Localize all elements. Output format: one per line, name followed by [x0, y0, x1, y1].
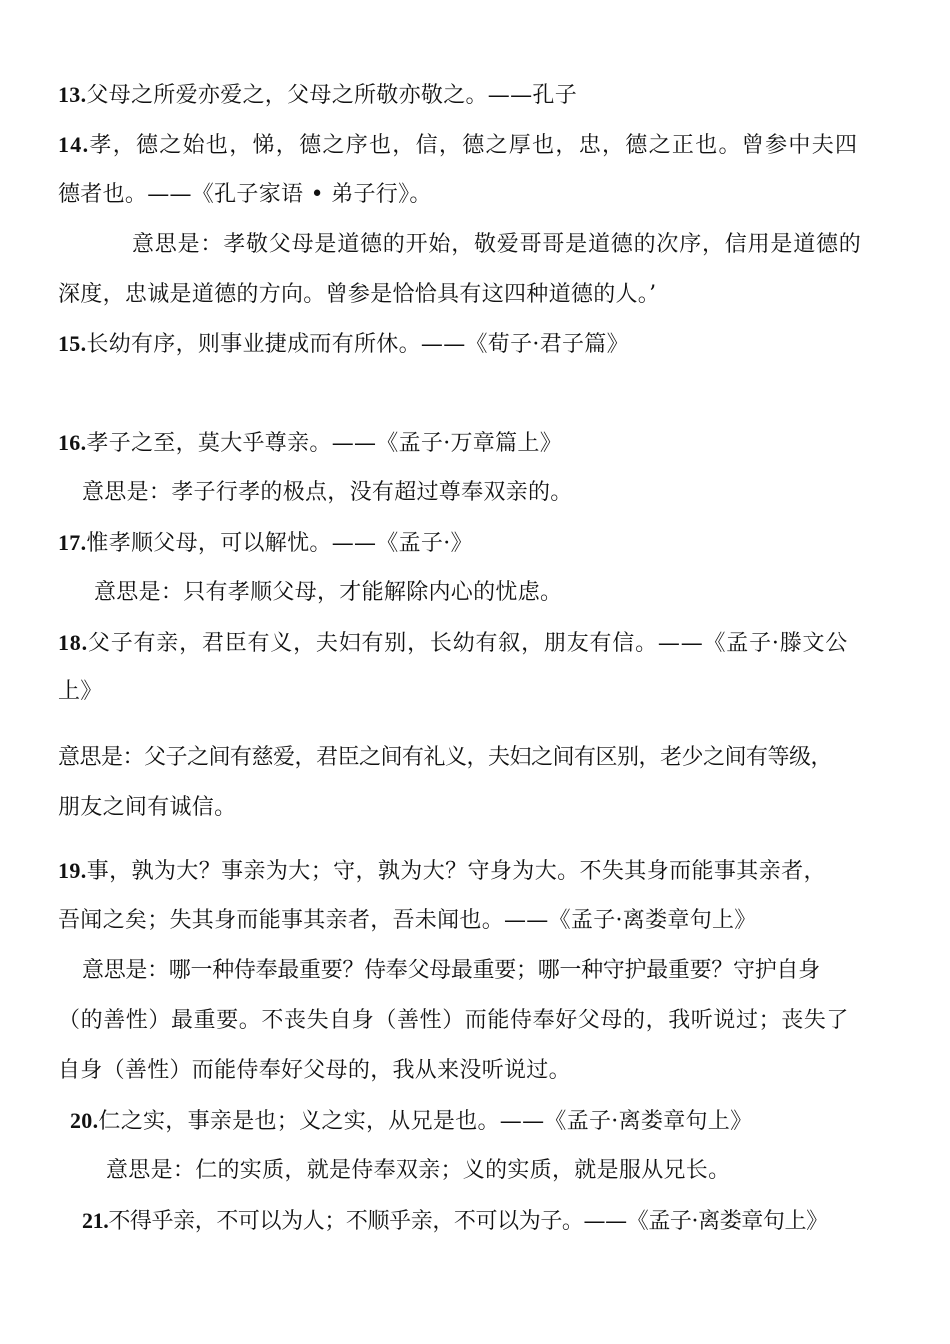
entry-19-meaning-1 [82, 956, 820, 986]
entry-20-line-1 [70, 1106, 752, 1137]
entry-17-line-1 [58, 528, 473, 559]
entry-18-meaning-2 [58, 793, 236, 823]
entry-text: 孝子之至，莫大乎尊亲。——《孟子·万章篇上》 [86, 431, 563, 456]
meaning-text: 意思是：只有孝顺父母，才能解除内心的忧虑。 [94, 580, 563, 605]
entry-text: 父母之所爱亦爱之，父母之所敬亦敬之。——孔子 [86, 83, 578, 108]
entry-19-meaning-2 [58, 1006, 849, 1036]
entry-number: 21. [82, 1208, 109, 1233]
entry-number: 20. [70, 1108, 99, 1133]
entry-14-meaning-1 [132, 230, 862, 260]
entry-number: 13. [58, 82, 87, 107]
entry-13-line-1 [58, 80, 577, 111]
entry-16-line-1 [58, 428, 562, 459]
entry-text: 吾闻之矣；失其身而能事其亲者，吾未闻也。——《孟子·离娄章句上》 [58, 908, 757, 933]
meaning-text: 意思是：仁的实质，就是侍奉双亲；义的实质，就是服从兄长。 [106, 1158, 731, 1183]
entry-text: 不得乎亲，不可以为人；不顺乎亲，不可以为子。——《孟子·离娄章句上》 [108, 1209, 828, 1234]
entry-text: 父子有亲，君臣有义，夫妇有别，长幼有叙，朋友有信。——《孟子·滕文公 [87, 631, 849, 656]
entry-18-line-1 [58, 628, 848, 659]
entry-number: 17. [58, 530, 87, 555]
entry-16-meaning-1 [82, 478, 573, 508]
entry-14-meaning-2 [58, 280, 656, 310]
entry-20-meaning-1 [106, 1156, 730, 1186]
entry-number: 14. [58, 132, 90, 157]
entry-text: 上》 [58, 679, 103, 704]
entry-number: 15. [58, 331, 87, 356]
entry-17-meaning-1 [94, 578, 562, 608]
entry-18-line-2 [58, 677, 103, 707]
entry-19-meaning-3 [58, 1056, 571, 1086]
meaning-text: 深度，忠诚是道德的方向。曾参是恰恰具有这四种道德的人。’ [58, 282, 657, 307]
entry-text: 惟孝顺父母，可以解忧。——《孟子·》 [86, 531, 473, 556]
entry-14-line-1 [58, 130, 858, 161]
entry-number: 16. [58, 430, 87, 455]
entry-15-line-1 [58, 329, 629, 360]
entry-text: 孝，德之始也，悌，德之序也，信，德之厚也，忠，德之正也。曾参中夫四 [89, 133, 859, 158]
entry-text: 仁之实，事亲是也；义之实，从兄是也。——《孟子·离娄章句上》 [98, 1109, 753, 1134]
entry-21-line-1 [82, 1206, 828, 1237]
entry-number: 19. [58, 858, 87, 883]
entry-19-line-2 [58, 906, 757, 936]
entry-text: 长幼有序，则事业捷成而有所休。——《荀子·君子篇》 [86, 332, 629, 357]
meaning-text: 朋友之间有诚信。 [58, 795, 237, 820]
meaning-text: 意思是：孝敬父母是道德的开始，敬爱哥哥是道德的次序，信用是道德的 [132, 232, 862, 257]
entry-18-meaning-1 [58, 743, 832, 773]
meaning-text: （的善性）最重要。不丧失自身（善性）而能侍奉好父母的，我听说过；丧失了 [58, 1008, 850, 1033]
meaning-text: 意思是：父子之间有慈爱，君臣之间有礼义，夫妇之间有区别，老少之间有等级， [58, 745, 833, 770]
meaning-text: 自身（善性）而能侍奉好父母的，我从来没听说过。 [58, 1058, 571, 1083]
entry-number: 18. [58, 630, 88, 655]
entry-text: 德者也。——《孔子家语 • 弟子行》。 [58, 182, 432, 207]
meaning-text: 意思是：哪一种侍奉最重要？侍奉父母最重要；哪一种守护最重要？守护自身 [82, 958, 820, 983]
entry-19-line-1 [58, 856, 826, 887]
meaning-text: 意思是：孝子行孝的极点，没有超过尊奉双亲的。 [82, 480, 573, 505]
entry-14-line-2 [58, 180, 432, 210]
entry-text: 事，孰为大？事亲为大；守，孰为大？守身为大。不失其身而能事其亲者， [86, 859, 826, 884]
